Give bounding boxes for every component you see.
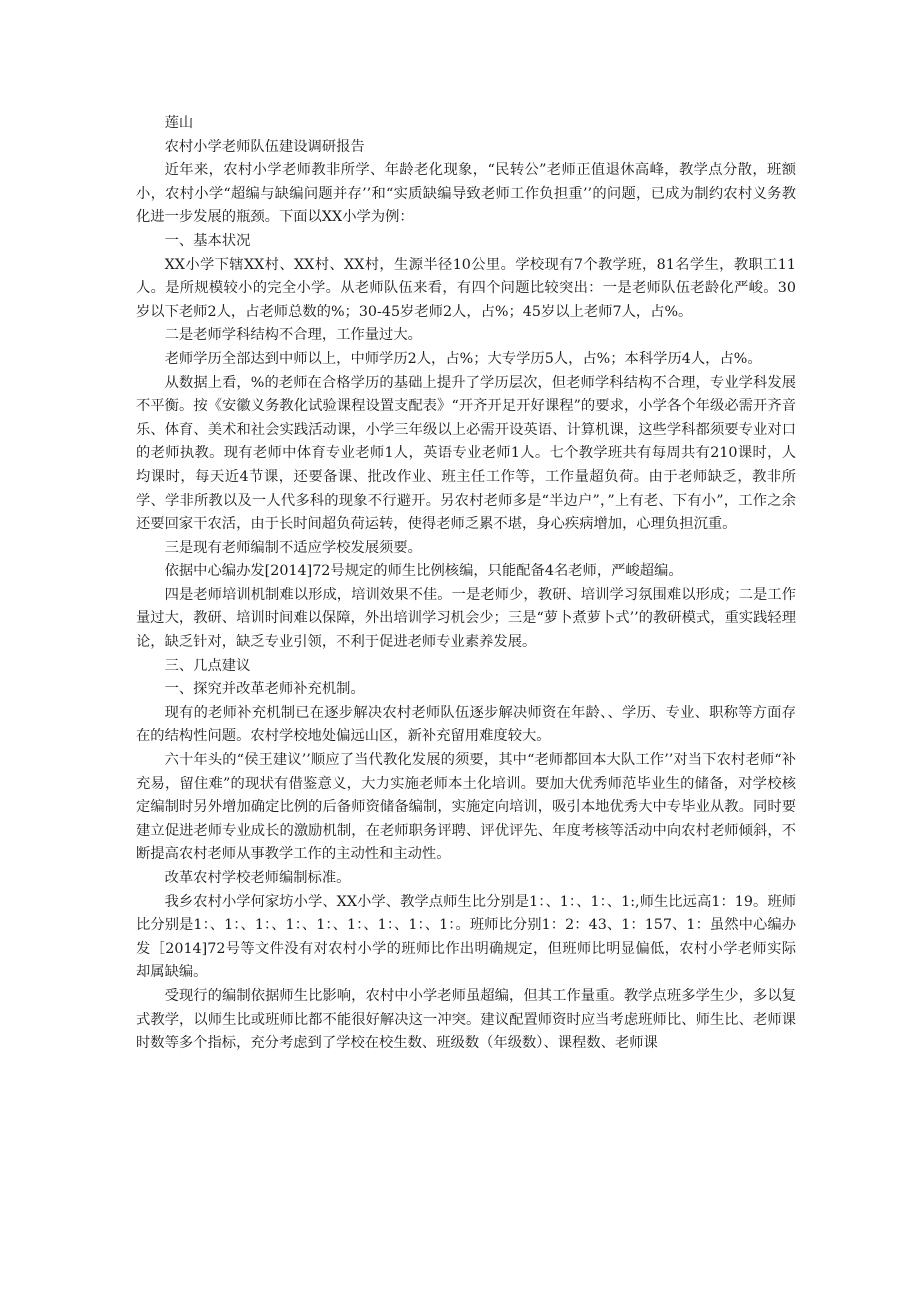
paragraph-suggestion-one: 一、探究并改革老师补充机制。: [164, 681, 365, 698]
paragraph-hou-wang-proposal: 六十年头的“侯王建议’’顺应了当代教化发展的须要，其中“老师都回本大队工作’’对当下农村老师“补充易，留住难”的现状有借鉴意义，大力实施老师本土化培训。要加大优秀师范毕业生的储备，对学校核定编制时另外增加确定比例的后备师资储备编制，实施定向培训，吸引本地优秀大中专毕业从教。同时要建立促进老师专业成长的激励机制，在老师职务评聘、评优评先、年度考核等活动中向农村老师倾斜，不断提高农村老师从事教学工作的主动性和主动性。: [136, 752, 796, 863]
paragraph-intro: 近年来，农村小学老师教非所学、年龄老化现象，“民转公”老师正值退休高峰，教学点分散，班额小，农村小学“超编与缺编问题并存’’和“实质缺编导致老师工作负担重’’的问题，已成为制约农村义务教化进一步发展的瓶颈。下面以XX小学为例：: [136, 162, 796, 226]
section-heading-suggestions: 三、几点建议: [164, 657, 251, 674]
paragraph-point-three: 三是现有老师编制不适应学校发展须要。: [164, 539, 422, 556]
paragraph-ratios: 我乡农村小学何家坊小学、XX小学、教学点师生比分别是1：、1：、1：、1:,师生比远高1：19。班师比分别是1：、1：、1：、1：、1：、1：、1：、1：、1：。班师比分别1：2：43、1：157、1：虽然中心编办发［2014]72号等文件没有对农村小学的班师比作出明确规定，但班师比明显偏低，农村小学老师实际却属缺编。: [136, 893, 796, 981]
paragraph-data-analysis: 从数据上看，%的老师在合格学历的基础上提升了学历层次，但老师学科结构不合理，专业学科发展不平衡。按《安徽义务教化试验课程设置支配表》“开齐开足开好课程”的要求，小学各个年级必需开齐音乐、体育、美术和社会实践活动课，小学三年级以上必需开设英语、计算机课，这些学科都须要专业对口的老师执教。现有老师中体育专业老师1人，英语专业老师1人。七个教学班共有每周共有210课时，人均课时，每天近4节课，还要备课、批改作业、班主任工作等，工作量超负荷。由于老师缺乏，教非所学、学非所教以及一人代多科的现象不行避开。另农村老师多是“半边户”，”上有老、下有小”，工作之余还要回家干农活，由于长时间超负荷运转，使得老师乏累不堪，身心疾病增加，心理负担沉重。: [136, 374, 796, 533]
document-body: [136, 112, 796, 1056]
paragraph-current-staffing: 受现行的编制依据师生比影响，农村中小学老师虽超编，但其工作量重。教学点班多学生少，多以复式教学，以师生比或班师比都不能很好解决这一冲突。建议配置师资时应当考虑班师比、师生比、老师课时数等多个指标，充分考虑到了学校在校生数、班级数（年级数）、课程数、老师课: [136, 987, 796, 1052]
section-heading-basic: 一、基本状况: [164, 232, 251, 249]
paragraph-reform-staffing: 改革农村学校老师编制标准。: [164, 870, 351, 886]
place-line: 莲山: [164, 115, 194, 131]
paragraph-point-four: 四是老师培训机制难以形成，培训效果不佳。一是老师少，教研、培训学习氛围难以形成；二是工作量过大，教研、培训时间难以保障，外出培训学习机会少；三是“萝卜煮萝卜式’’的教研模式，重实践轻理论，缺乏针对，缺乏专业引领，不利于促进老师专业素养发展。: [136, 586, 796, 651]
paragraph-basic-status: XX小学下辖XX村、XX村、XX村，生源半径10公里。学校现有7个教学班，81名学生，教职工11人。是所规模较小的完全小学。从老师队伍来看，有四个问题比较突出：一是老师队伍老龄化严峻。30岁以下老师2人，占老师总数的%；30-45岁老师2人，占%；45岁以上老师7人，占%。: [136, 256, 796, 320]
report-title: 农村小学老师队伍建设调研报告: [164, 138, 365, 155]
paragraph-education-level: 老师学历全部达到中师以上，中师学历2人，占%；大专学历5人，占%；本科学历4人，占%。: [164, 350, 762, 367]
paragraph-staffing-rule: 依据中心编办发[2014]72号规定的师生比例核编，只能配备4名老师，严峻超编。: [164, 563, 683, 580]
paragraph-supplement-mechanism: 现有的老师补充机制已在逐步解决农村老师队伍逐步解决师资在年龄、、学历、专业、职称等方面存在的结构性问题。农村学校地处偏远山区，新补充留用难度较大。: [136, 704, 796, 745]
paragraph-point-two: 二是老师学科结构不合理，工作量过大。: [164, 327, 422, 344]
